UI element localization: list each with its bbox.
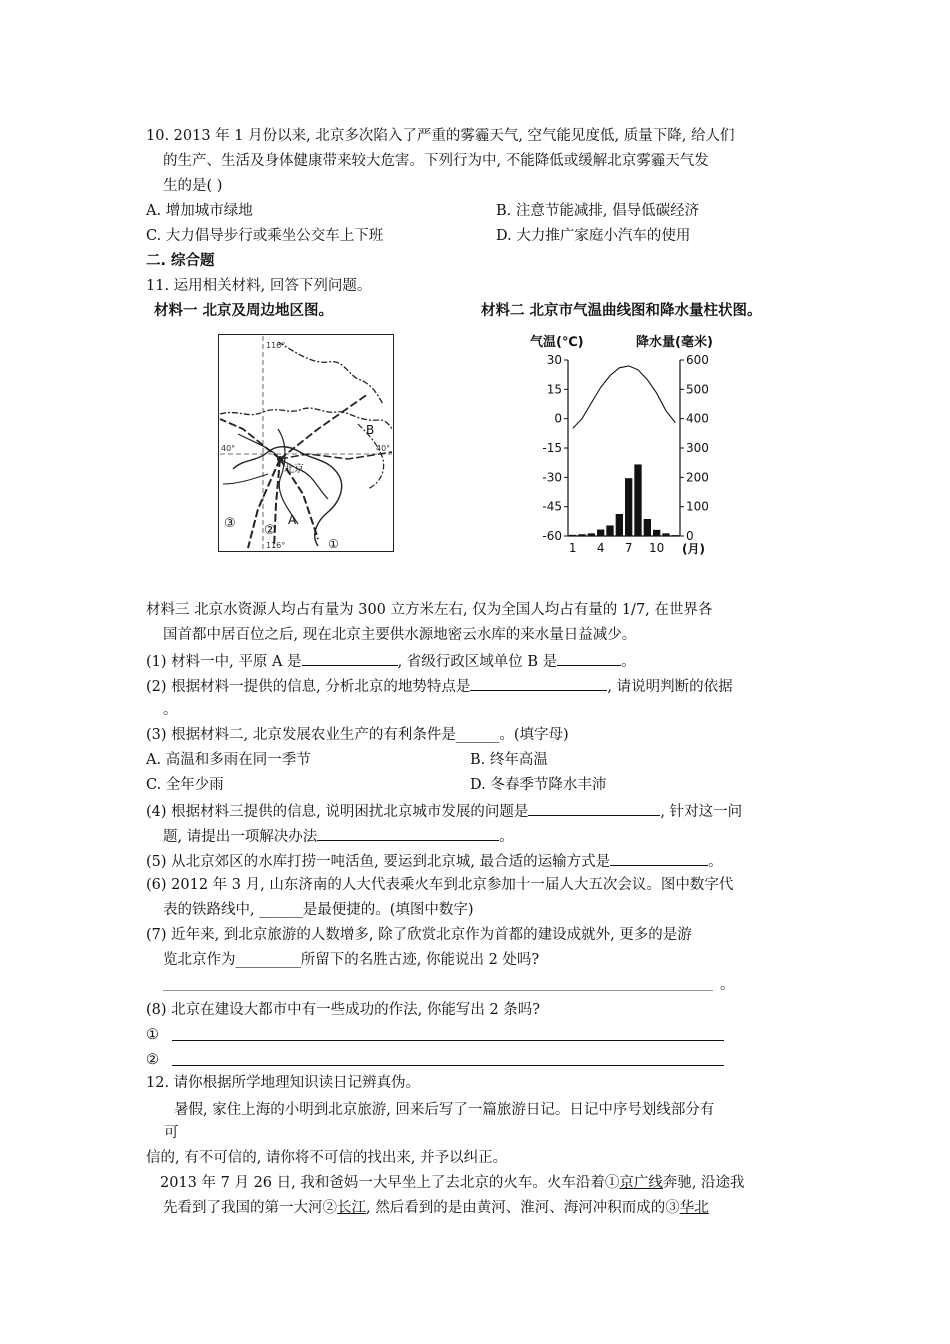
q10-option-b: B. 注意节能减排, 倡导低碳经济 (496, 203, 700, 219)
q11-part8-num2: ② (146, 1052, 159, 1068)
material3-line2: 国首都中居百位之后, 现在北京主要供水源地密云水库的来水量日益减少。 (163, 627, 637, 643)
material3-line1: 材料三 北京水资源人均占有量为 300 立方米左右, 仅为全国人均占有量的 1/7, 在世界各 (146, 602, 713, 618)
precip-tick-label: 400 (686, 411, 709, 426)
q12-para3-line2 (163, 1198, 709, 1218)
q11-part7-line1: (7) 近年来, 到北京旅游的人数增多, 除了欣赏北京作为首都的建设成就外, 更多的是游 (146, 927, 692, 943)
x-tick-label: 1 (568, 541, 577, 555)
q11-part3-option-b: B. 终年高温 (470, 752, 548, 768)
x-tick-label: 7 (624, 541, 633, 555)
q11-part2-blank[interactable] (470, 675, 607, 691)
q11-part3-option-d: D. 冬春季节降水丰沛 (470, 777, 607, 793)
q11-part8-answer-line-1[interactable] (172, 1040, 724, 1041)
q11-part1-blank-a[interactable] (302, 650, 398, 666)
temp-tick-label: 15 (546, 382, 562, 397)
precipitation-bar (672, 535, 679, 536)
precipitation-bar (569, 535, 576, 536)
section-heading: 二. 综合题 (146, 253, 215, 269)
temp-tick-label: -15 (542, 441, 562, 455)
q11-part4 (146, 800, 742, 822)
q12-para1-line2: 可 (164, 1125, 179, 1141)
q11-part4-line2 (163, 825, 514, 847)
precipitation-bar (634, 464, 641, 536)
q11-part5-blank[interactable] (610, 850, 708, 866)
map-latitude-left: 40° (221, 444, 236, 453)
precipitation-bar (578, 534, 585, 536)
q10-option-c: C. 大力倡导步行或乘坐公交车上下班 (146, 228, 384, 244)
q11-part2-text-b: , 请说明判断的依据 (607, 679, 733, 695)
q12-para3-text-a: 2013 年 7 月 26 日, 我和爸妈一大早坐上了去北京的火车。火车沿着① (160, 1175, 620, 1191)
q11-part8-num1: ① (146, 1027, 159, 1043)
q11-part6-line1: (6) 2012 年 3 月, 山东济南的人大代表乘火车到北京参加十一届人大五次会议。图中数字代 (146, 877, 734, 893)
q11-part8: (8) 北京在建设大都市中有一些成功的作法, 你能写出 2 条吗? (146, 1002, 541, 1018)
precip-tick-label: 0 (686, 529, 694, 543)
q10-line1: 10. 2013 年 1 月份以来, 北京多次陷入了严重的雾霾天气, 空气能见度低, 质量下降, 给人们 (146, 128, 735, 144)
map-longitude-bottom: 116° (266, 541, 286, 550)
precipitation-bar (644, 519, 651, 536)
precip-tick-label: 600 (686, 353, 709, 367)
map-label-2: ② (264, 523, 276, 538)
q11-part7-answer-line[interactable] (163, 990, 713, 991)
temp-tick-label: 0 (554, 411, 562, 426)
precip-tick-label: 300 (686, 441, 709, 455)
q11-part4-blank-b[interactable] (317, 825, 499, 841)
precip-tick-label: 100 (686, 499, 709, 514)
q12-underlined-1: 京广线 (619, 1175, 663, 1191)
temp-tick-label: -45 (542, 499, 562, 514)
q11-part7-end: 。 (720, 977, 735, 993)
q11-part1 (146, 650, 636, 672)
temp-tick-label: 30 (546, 353, 562, 367)
x-tick-label: 10 (649, 541, 665, 555)
q11-part2-text-a: (2) 根据材料一提供的信息, 分析北京的地势特点是 (146, 679, 471, 695)
beijing-map (218, 334, 394, 552)
precipitation-bar (597, 530, 604, 536)
x-unit-label: (月) (682, 542, 705, 556)
precipitation-bar (588, 533, 595, 536)
map-longitude-top: 116° (266, 341, 286, 350)
q12-para3-text-d: , 然后看到的是由黄河、淮河、海河冲积而成的③ (366, 1200, 680, 1216)
q12-title: 12. 请你根据所学地理知识读日记辨真伪。 (146, 1075, 421, 1091)
precip-tick-label: 200 (686, 470, 709, 485)
q12-para1-line1: 暑假, 家住上海的小明到北京旅游, 回来后写了一篇旅游日记。日记中序号划线部分有 (174, 1102, 715, 1118)
q11-part4-blank-a[interactable] (528, 800, 660, 816)
precipitation-bar (653, 530, 660, 536)
q11-part2 (146, 675, 733, 697)
temp-tick-label: -30 (542, 470, 562, 485)
precipitation-bar (625, 478, 632, 536)
x-tick-label: 4 (596, 541, 605, 555)
map-label-3: ③ (224, 516, 236, 531)
precipitation-bar (616, 514, 623, 536)
map-label-b: B (366, 423, 375, 437)
q11-part4-text-d: 。 (499, 829, 514, 845)
climate-chart (528, 328, 740, 564)
q11-part3-option-a: A. 高温和多雨在同一季节 (146, 752, 311, 768)
q11-part1-text-c: 。 (621, 654, 636, 670)
q11-part1-text-b: , 省级行政区域单位 B 是 (397, 654, 558, 670)
q11-part8-answer-line-2[interactable] (172, 1065, 724, 1066)
q11-part4-text-c: 题, 请提出一项解决办法 (163, 829, 318, 845)
y-left-label: 气温(℃) (530, 335, 584, 350)
map-label-a: A (288, 513, 297, 527)
material2-title: 材料二 北京市气温曲线图和降水量柱状图。 (481, 303, 762, 319)
q10-option-d: D. 大力推广家庭小汽车的使用 (496, 228, 691, 244)
precipitation-bar (662, 533, 669, 536)
material1-title: 材料一 北京及周边地区图。 (154, 303, 334, 319)
q10-option-a: A. 增加城市绿地 (146, 203, 253, 219)
q12-para3-text-c: 先看到了我国的第一大河② (163, 1200, 337, 1216)
temp-tick-label: -60 (542, 529, 562, 543)
q11-part6-line2: 表的铁路线中, ______是最便捷的。(填图中数字) (163, 902, 474, 918)
precipitation-bar (606, 525, 613, 536)
q12-para3-text-b: 奔驰, 沿途我 (662, 1175, 745, 1191)
q11-part7-line2: 览北京作为_________所留下的名胜古迹, 你能说出 2 处吗? (163, 952, 540, 968)
map-label-beijing: 北京 (284, 464, 304, 475)
q11-part5-text-a: (5) 从北京郊区的水库打捞一吨活鱼, 要运到北京城, 最合适的运输方式是 (146, 854, 611, 870)
q12-underlined-3: 华北 (679, 1200, 709, 1216)
q12-underlined-2: 长江 (337, 1200, 366, 1216)
q11-part4-text-b: , 针对这一问 (660, 804, 743, 820)
q11-part1-blank-b[interactable] (557, 650, 621, 666)
q11-part4-text-a: (4) 根据材料三提供的信息, 说明困扰北京城市发展的问题是 (146, 804, 529, 820)
temperature-line (573, 366, 676, 429)
q11-intro: 11. 运用相关材料, 回答下列问题。 (146, 278, 372, 294)
q12-para2: 信的, 有不可信的, 请你将不可信的找出来, 并予以纠正。 (146, 1150, 508, 1166)
q11-part3: (3) 根据材料二, 北京发展农业生产的有利条件是______。(填字母) (146, 727, 569, 743)
q10-line3: 生的是( ) (163, 178, 223, 194)
q11-part2-end: 。 (163, 702, 178, 718)
map-label-1: ① (328, 537, 339, 551)
precip-tick-label: 500 (686, 382, 709, 397)
q11-part5-text-b: 。 (708, 854, 723, 870)
q11-part1-text-a: (1) 材料一中, 平原 A 是 (146, 654, 302, 670)
q12-para3-line1 (160, 1173, 745, 1193)
q11-part5 (146, 850, 723, 872)
map-latitude-right: 40° (376, 444, 391, 453)
y-right-label: 降水量(毫米) (636, 335, 713, 350)
q11-part3-option-c: C. 全年少雨 (146, 777, 224, 793)
q10-line2: 的生产、生活及身体健康带来较大危害。下列行为中, 不能降低或缓解北京雾霾天气发 (163, 153, 709, 169)
